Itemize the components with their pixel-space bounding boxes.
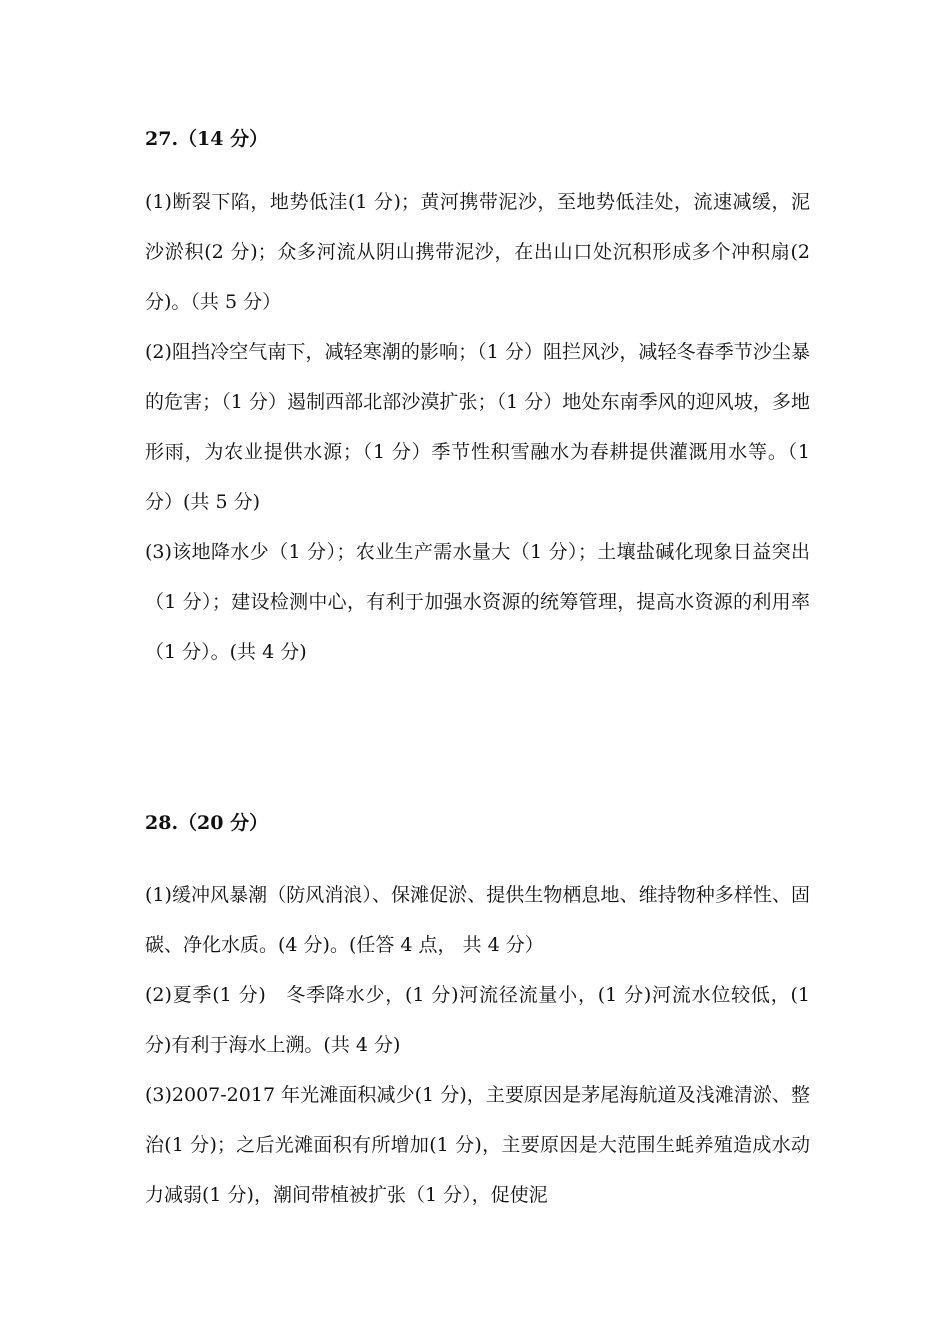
question-27-heading: 27.（14 分）	[145, 128, 269, 150]
question-28-part-3: (3)2007-2017 年光滩面积减少(1 分)，主要原因是茅尾海航道及浅滩清淤、整治(1 分)；之后光滩面积有所增加(1 分)，主要原因是大范围生蚝养殖造成水动力减弱(1 分)，潮间带植被扩张（1 分），促使泥	[145, 1084, 810, 1206]
question-27-part-3: (3)该地降水少（1 分）；农业生产需水量大（1 分）；土壤盐碱化现象日益突出（1 分）；建设检测中心，有利于加强水资源的统筹管理，提高水资源的利用率（1 分）。(共 4 分)	[145, 541, 810, 663]
question-27-answer	[145, 124, 810, 677]
question-28-part-2: (2)夏季(1 分) 冬季降水少，(1 分)河流径流量小，(1 分)河流水位较低，(1 分)有利于海水上溯。(共 4 分)	[145, 984, 810, 1056]
question-27-part-2: (2)阻挡冷空气南下，减轻寒潮的影响；（1 分）阻拦风沙，减轻冬春季节沙尘暴的危害；（1 分）遏制西部北部沙漠扩张；（1 分）地处东南季风的迎风坡，多地形雨，为农业提供水源；（1 分）季节性积雪融水为春耕提供灌溉用水等。（1 分）(共 5 分)	[145, 341, 810, 513]
question-28-part-1: (1)缓冲风暴潮（防风消浪）、保滩促淤、提供生物栖息地、维持物种多样性、固碳、净化水质。(4 分)。(任答 4 点， 共 4 分）	[145, 884, 810, 956]
question-27-part-1: (1)断裂下陷，地势低洼(1 分)；黄河携带泥沙，至地势低洼处，流速减缓，泥沙淤积(2 分)；众多河流从阴山携带泥沙，在出山口处沉积形成多个冲积扇(2 分)。（共 5 分）	[145, 191, 810, 313]
question-28-heading: 28.（20 分）	[145, 812, 269, 834]
question-27-body	[145, 177, 810, 677]
question-28-answer	[145, 808, 810, 1220]
question-28-body	[145, 870, 810, 1220]
